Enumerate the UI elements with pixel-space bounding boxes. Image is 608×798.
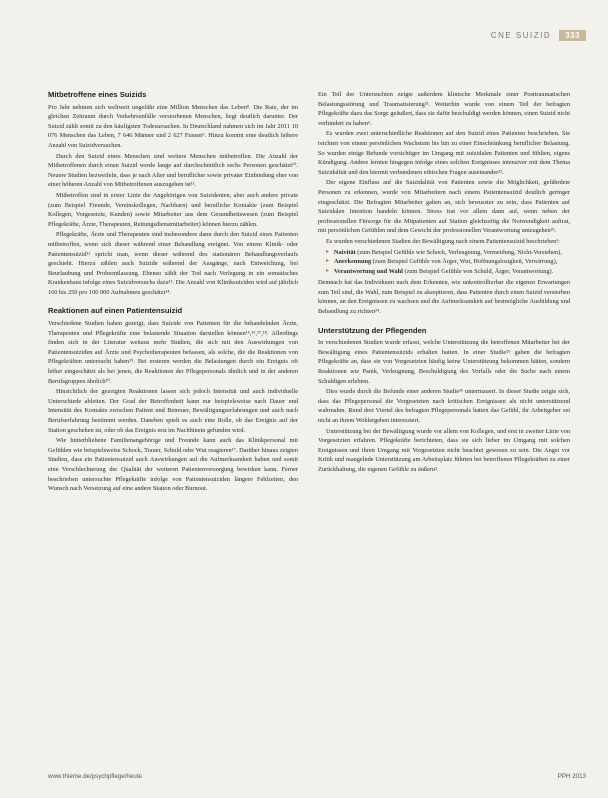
paragraph: Dies wurde durch die Befunde einer anderen Studie²⁶ untermauert. In dieser Studie zeigte sich, dass das Pflegepersonal die Vorgesetzten nach kritischen Ereignissen als nicht unterstützend wahrnahm. Rund drei Viertel des befragten Pflegepersonals hatten das Gefühl, ihr Arbeitgeber sei nicht an ihrem Wohlergehen interessiert. <box>318 388 570 424</box>
paragraph: Hinsichtlich der gezeigten Reaktionen lassen sich jedoch Intensität und auch individuelle Unterschiede ableiten. Der Grad der Betroffenheit kann nur beispielsweise nach Dauer und Intensität des Kontakts zwischen Patient und Betreuer, Bewältigungserfahrungen und auch nach Berufserfahrung bestimmt werden. Daneben spielt es auch eine Rolle, ob das Ereignis auf der Station geschehen ist, oder ob das Ereignis erst im Nachhinein gefunden wird. <box>48 388 298 434</box>
page-footer <box>48 773 586 780</box>
paragraph: Durch den Suizid eines Menschen sind weitere Menschen mitbetroffen. Die Anzahl der Mitbetroffenen durch einen Suizid werde lange auf durchschnittlich sechs Personen geschätzt¹⁰. Neuere Studien bezweifeln, dass je nach Alter und beruflicher sowie privater Einbindung eher von einer höheren Anzahl von Mitbetroffenen auszugehen ist¹¹. <box>48 152 298 189</box>
paragraph: Es wurden verschiedenen Stadien der Bewältigung nach einem Patientensuizid beschrieben¹: <box>326 237 560 245</box>
footer-url: www.thieme.de/psychpflege/heute <box>48 773 142 780</box>
heading-unterstuetzung: Unterstützung der Pflegenden <box>318 325 427 335</box>
list-item: ▸ Naivität (zum Beispiel Gefühle wie Schock, Verleugnung, Vermeidung, Nicht-Verstehen), <box>326 248 570 258</box>
paragraph: Pflegekräfte, Ärzte und Therapeuten sind insbesondere dann durch den Suizid eines Patienten mitbetroffen, wenn sich dieser während einer Behandlung ereignet. Von einem Klinik- oder Patientensuizid¹² spricht man, wenn dieser während des stationären Behandlungsverlaufs geschieht. Hierzu zählen auch Suizide während der Ausgänge, nach Entweichung, bei Beurlaubung und Probeentlassung. Ebenso zählt der Tod nach Verlegung in ein somatisches Krankenhaus infolge eines Suizidversuchs dazu¹³. Die Anzahl von Kliniksuiziden wird auf jährlich 160 bis 250 pro 100 000 Aufnahmen geschätzt¹⁴. <box>48 231 298 296</box>
paragraph: Ein Teil der Untersuchten zeigte außerdem klinische Merkmale einer Posttraumatischen Belastungsstörung und Traumatisierung²¹. Weiterhin wurde von einem Teil der befragten Pflegekräfte dazu das Sorge geäußert, dass sie dafür beschuldigt werden können, einen Suizid nicht verhindert zu haben⁵. <box>318 91 570 127</box>
paragraph: Wie hinterbliebene Familienangehörige und Freunde kann auch das Klinikpersonal mit Gefühlen wie beispielsweise Schock, Trauer, Schuld oder Wut reagieren¹⁷. Darüber hinaus zeigten Studien, dass ein Patientensuizid auch Auswirkungen auf die Aufmerksamkeit haben und somit eine Verschlechterung der Qualität der weiteren Patientenversorgung bewirken kann. Ferner beschrieben untersuchte Pflegekräfte infolge von Patientensuiziden längere Fehlzeiten, den Wunsch nach Versetzung auf eine andere Station oder Burnout. <box>48 437 298 493</box>
heading-reaktionen: Reaktionen auf einen Patientensuizid <box>48 306 183 316</box>
paragraph: Verschiedene Studien haben gezeigt, dass Suizide von Patienten für die behandelnden Ärzte, Therapeuten und Pflegekräfte eine belastende Situation darstellen können¹⁵,¹⁶,¹⁷,¹⁸. Allerdings finden sich in der Literatur weitaus mehr Studien, die sich mit den Auswirkungen von Patientensuiziden auf Ärzte und Psychotherapeuten befassen, als solche, die die Reaktionen von Pflegekräften untersucht haben¹⁹. Bei ersteren werden die Belastungen durch ein Ereignis oft höher eingeschätzt als bei jenen, die Reaktionen der Pflegepersonals ähnlich und in der anderen Berufsgruppen ähnlich²⁰. <box>48 320 298 385</box>
page-number-badge: 333 <box>559 30 586 41</box>
paragraph: Der eigene Einfluss auf die Suizidalität von Patienten sowie die Möglichkeit, gefährdete Personen zu erkennen, wurde von Mitarbeitern nach einem Patientensuizid deutlich geringer eingeschätzt. Die Befragten Mitarbeiter gaben an, sich bewusster zu sein, dass Patienten auf Suizidalen Intention handeln können. Stress trat vor allem dann auf, wenn neben der professionellen Fürsorge für die Mitpatienten auf Station gleichzeitig die Notwendigkeit auftrat, mit persönlichen Gefühlen und dem Gewicht der professionellen Verantwortung umzugehen²³. <box>318 179 570 235</box>
footer-journal: PPH 2013 <box>557 773 586 780</box>
page-header <box>491 30 586 41</box>
list-item: ▸ Verantwortung und Wahl (zum Beispiel Gefühle von Schuld, Ärger, Verantwortung). <box>326 267 570 277</box>
paragraph: Demnach hat das Individuum nach dem Erkennen, wie unkontrollierbar die eigenen Erwartungen zum Teil sind, die Wahl, zum Beispiel zu akzeptieren, dass Patienten durch einen Suizid versterben können, an den Ereignissen zu wachsen und die Aufmerksamkeit auf bestmögliche Ausbildung und Behandlung zu richten²⁴. <box>318 279 570 316</box>
section-label: CNE SUIZID <box>490 31 552 40</box>
paragraph: Es wurden zwei unterschiedliche Reaktionen auf den Suizid eines Patienten beschrieben. Sie reichten von einem persönlichen Wachstum bis hin zu einer Einschränkung beruflicher Belastung. So wurden einige Befunde vorsichtiger im Umgang mit suizidalen Patienten und fühlten, eigens Kündigung. Andere lernten hingegen infolge eines solchen Ereignisses intensiver mit dem Thema Suizidalität und den hiermit verbundenen ethischen Fragen auseinander²². <box>318 130 570 176</box>
paragraph: Mitbetroffen sind in erster Linie die Angehörigen von Suizidenten, aber auch andere private (zum Beispiel Freunde, Vereinskollegen, Nachbarn) und berufliche Kontakte (zum Beispiel Kollegen, Vorgesetzte, Kunden) sowie Mitarbeiter aus dem Gesundheitswesen (zum Beispiel Pflegekräfte, Ärzte, Therapeuten, Rettungsdienstmitarbeiter) können hierzu zählen. <box>48 191 298 228</box>
paragraph: In verschiedenen Studien wurde erfasst, welche Unterstützung die betroffenen Mitarbeiter bei der Bewältigung eines Patientensuizids erhalten hatten. In einer Studie²⁵ gaben die befragten Pflegekräfte an, dass sie von Vorgesetzten häufig keine Unterstützung bekommen hätten, sondern Reaktionen wie Panik, Verleugnung, Beschuldigung des Vorfalls oder die Suche nach einem Schuldigen erlebten. <box>318 339 570 385</box>
paragraph: Unterstützung bei der Bewältigung wurde vor allem von Kollegen, und erst in zweiter Linie von Vorgesetzten erfahren. Pflegekräfte berichteten, dass sie sich lieber im Umgang mit solchen Ereignissen und ihren Umgang mit Vorgesetzten nicht beachtet gewesen zu sein. Die Angst vor Kritik und mangelnde Unterstützung am Arbeitsplatz führten bei betroffenen Pflegekräften zu einer Zurückhaltung, die eigenen Gefühle zu äußern². <box>318 427 570 473</box>
left-column <box>48 90 298 495</box>
right-column <box>318 90 570 476</box>
paragraph: Pro Jahr nehmen sich weltweit ungefähr eine Million Menschen das Leben⁸. Die Rate, der im gleichen Zeitraum durch Verkehrsunfälle verstorbenen Menschen, liegt deutlich darunter. Der Suizid zählt somit zu den häufigsten Todesursachen. In Deutschland nahmen sich im Jahr 2011 10 076 Menschen das Leben, 7 646 Männer und 2 627 Frauen⁹. Hinzu kommt eine deutlich höhere Anzahl von Suizidversuchen. <box>48 103 298 149</box>
heading-mitbetroffene: Mitbetroffene eines Suizids <box>48 90 147 99</box>
list-item: ▸ Anerkennung (zum Beispiel Gefühle von Ärger, Wut, Hoffnungslosigkeit, Verwirrung), <box>326 257 570 267</box>
bullet-list-stages <box>318 248 570 277</box>
